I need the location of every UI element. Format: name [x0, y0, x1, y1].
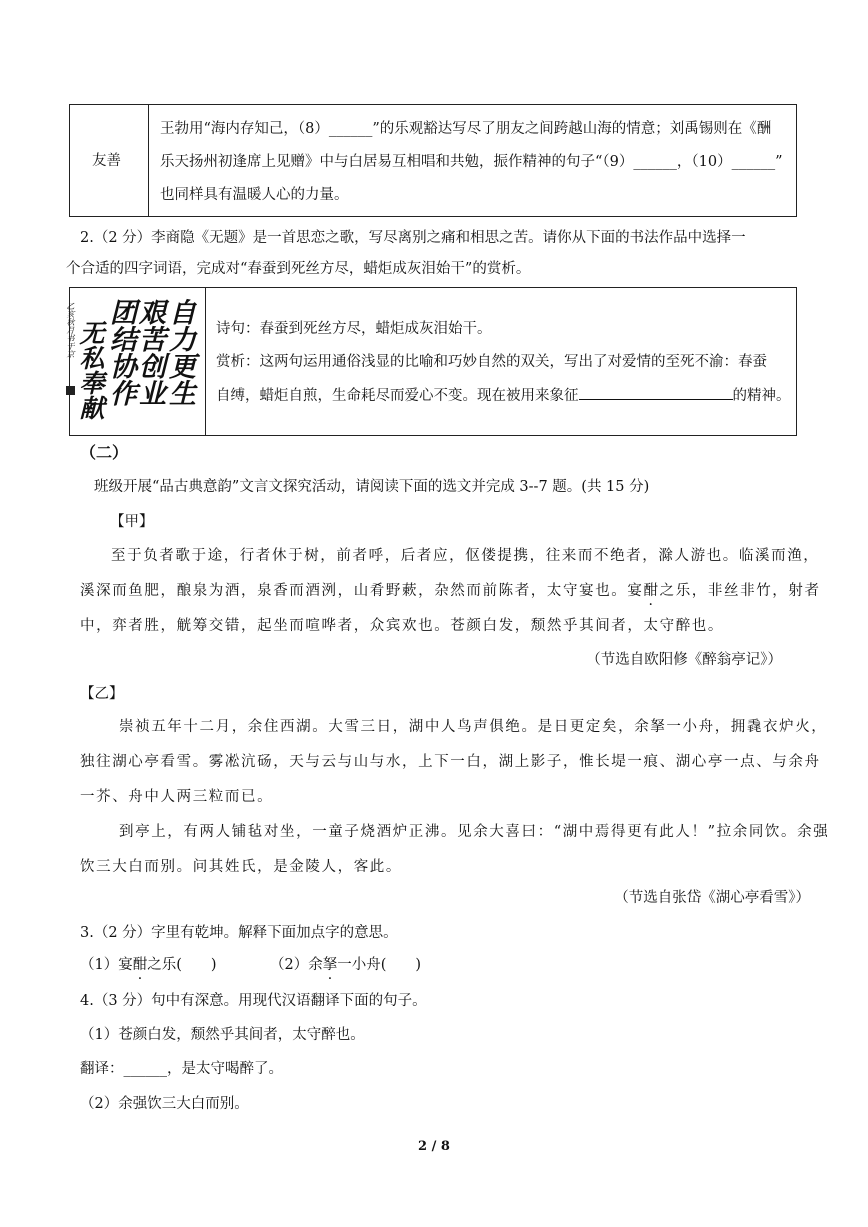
calligraphy-artwork: [66, 298, 198, 426]
question-4-sentence: （1）苍颜白发，颓然乎其间者，太守醉也。: [80, 1027, 365, 1043]
analysis-line: 赏析：这两句运用通俗浅显的比喻和巧妙自然的双关，写出了对爱情的至死不渝：春蚕: [216, 354, 767, 370]
table-divider: [148, 105, 149, 216]
question-4-sentence: （2）余强饮三大白而别。: [80, 1096, 249, 1112]
table-text-line: 乐天扬州初逢席上见赠》中与白居易互相唱和共勉，振作精神的句子“（9）______，（10）______”: [160, 154, 783, 170]
passage-source: （节选自张岱《湖心亭看雪》）: [614, 890, 810, 906]
seal-stamp: [66, 386, 75, 395]
question-3-title: 3.（2 分）字里有乾坤。解释下面加点字的意思。: [80, 925, 398, 941]
passage-source: （节选自欧阳修《醉翁亭记》）: [586, 652, 782, 668]
page-number: 2 / 8: [418, 1139, 450, 1154]
analysis-line: 自缚，蜡炬自煎，生命耗尽而爱心不变。现在被用来象征 的精神。: [216, 385, 791, 406]
calligraphy-table: [66, 287, 797, 436]
question-4-title: 4.（3 分）句中有深意。用现代汉语翻译下面的句子。: [80, 993, 427, 1009]
calligraphy-column: 无私奉献: [76, 320, 105, 420]
calligraphy-column: 团结协作: [105, 298, 136, 406]
table-row-label: 友善: [92, 153, 121, 169]
calligraphy-signature: 乙亥秋月书于京: [66, 302, 75, 358]
passage-line: 至于负者歌于途，行者休于树，前者呼，后者应，伛偻提携，往来而不绝者，滁人游也。临溪而渔，: [111, 548, 820, 564]
passage-label: 【甲】: [110, 514, 154, 530]
table-text-line: 也同样具有温暖人心的力量。: [160, 187, 349, 203]
passage-line: 中，弈者胜，觥筹交错，起坐而喧哗者，众宾欢也。苍颜白发，颓然乎其间者，太守醉也。: [80, 618, 724, 634]
calligraphy-column: 自力更生: [164, 298, 195, 406]
answer-blank[interactable]: [579, 385, 733, 400]
question-4-translation: 翻译：______，是太守喝醉了。: [80, 1061, 283, 1077]
section-intro: 班级开展“品古典意韵”文言文探究活动，请阅读下面的选文并完成 3--7 题。(共 15 分): [94, 479, 650, 495]
friendship-table: [69, 104, 797, 217]
question-2-line: 2.（2 分）李商隐《无题》是一首思恋之歌，写尽离别之痛和相思之苦。请你从下面的书法作品中选择一: [80, 230, 746, 246]
table-divider: [205, 288, 206, 435]
poem-line: 诗句：春蚕到死丝方尽，蜡炬成灰泪始干。: [216, 321, 492, 337]
question-3-item: （1）宴酣之乐( ): [80, 957, 217, 973]
passage-line: 一芥、舟中人两三粒而已。: [80, 789, 274, 805]
passage-line: 独往湖心亭看雪。雾凇沆砀，天与云与山与水，上下一白，湖上影子，惟长堤一痕、湖心亭一点、与余舟: [80, 754, 821, 770]
question-2-line: 个合适的四字词语，完成对“春蚕到死丝方尽，蜡炬成灰泪始干”的赏析。: [66, 261, 531, 277]
table-text-line: 王勃用“海内存知己，（8）______”的乐观豁达写尽了朋友之间跨越山海的情意；刘禹锡则在《酬: [160, 121, 772, 137]
passage-line: 到亭上，有两人铺毡对坐，一童子烧酒炉正沸。见余大喜曰：“湖中焉得更有此人！”拉余同饮。余强: [119, 824, 830, 840]
passage-line: 饮三大白而别。问其姓氏，是金陵人，客此。: [80, 859, 402, 875]
passage-label: 【乙】: [80, 686, 124, 702]
calligraphy-column: 艰苦创业: [134, 298, 165, 406]
section-heading: （二）: [80, 443, 129, 462]
question-3-item: （2）余拏一小舟( ): [270, 957, 422, 973]
passage-line: 崇祯五年十二月，余住西湖。大雪三日，湖中人鸟声俱绝。是日更定矣，余拏一小舟，拥毳衣炉火，: [119, 719, 828, 735]
passage-line: 溪深而鱼肥，酿泉为酒，泉香而酒洌，山肴野蔌，杂然而前陈者，太守宴也。宴酣之乐，非丝非竹，射者: [80, 583, 821, 599]
